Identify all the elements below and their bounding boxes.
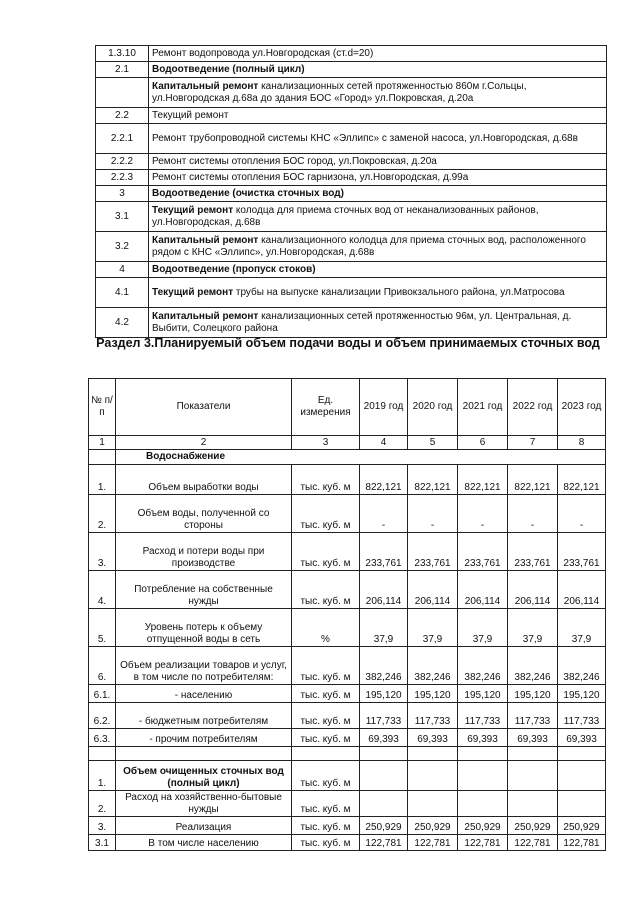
row-num: 5. bbox=[89, 609, 116, 647]
row-value bbox=[458, 791, 508, 817]
data-row bbox=[89, 835, 606, 851]
row-indicator: Потребление на собственные нужды bbox=[116, 571, 292, 609]
work-text: Текущий ремонт bbox=[152, 109, 229, 121]
row-value: - bbox=[360, 495, 408, 533]
work-description bbox=[149, 232, 607, 262]
row-value: 250,929 bbox=[360, 817, 408, 835]
row-value: 822,121 bbox=[458, 465, 508, 495]
header-indicator: Показатели bbox=[116, 379, 292, 436]
work-description bbox=[149, 108, 607, 124]
work-text: колодца для приема сточных вод от неканализованных районов, ул.Новгородская, д.68в bbox=[152, 204, 539, 228]
index-cell: 1 bbox=[89, 436, 116, 450]
row-value: 69,393 bbox=[408, 729, 458, 747]
row-unit: тыс. куб. м bbox=[292, 703, 360, 729]
row-value: 37,9 bbox=[408, 609, 458, 647]
row-num: 1. bbox=[89, 761, 116, 791]
index-cell: 2 bbox=[116, 436, 292, 450]
row-value: 206,114 bbox=[508, 571, 558, 609]
volume-table bbox=[88, 378, 606, 851]
row-value: 195,120 bbox=[360, 685, 408, 703]
work-description bbox=[149, 78, 607, 108]
row-unit: тыс. куб. м bbox=[292, 791, 360, 817]
header-unit: Ед. измерения bbox=[292, 379, 360, 436]
row-indicator: Объем реализации товаров и услуг, в том числе по потребителям: bbox=[116, 647, 292, 685]
row-value: 69,393 bbox=[508, 729, 558, 747]
data-row bbox=[89, 609, 606, 647]
work-description bbox=[149, 170, 607, 186]
work-row bbox=[96, 46, 607, 62]
row-indicator: В том числе населению bbox=[116, 835, 292, 851]
work-type: Капитальный ремонт bbox=[152, 310, 259, 322]
data-row bbox=[89, 495, 606, 533]
work-description bbox=[149, 202, 607, 232]
row-value: 37,9 bbox=[360, 609, 408, 647]
row-value: 233,761 bbox=[360, 533, 408, 571]
row-num: 1. bbox=[89, 465, 116, 495]
row-value bbox=[558, 761, 606, 791]
row-value: 382,246 bbox=[458, 647, 508, 685]
data-row bbox=[89, 817, 606, 835]
row-value: 233,761 bbox=[408, 533, 458, 571]
row-value: 69,393 bbox=[360, 729, 408, 747]
row-num: 3.1 bbox=[89, 835, 116, 851]
row-num: 6.3. bbox=[89, 729, 116, 747]
row-value: 382,246 bbox=[508, 647, 558, 685]
row-unit: тыс. куб. м bbox=[292, 533, 360, 571]
row-value: 195,120 bbox=[458, 685, 508, 703]
header-year: 2023 год bbox=[558, 379, 606, 436]
work-description bbox=[149, 154, 607, 170]
row-value bbox=[458, 761, 508, 791]
work-row bbox=[96, 186, 607, 202]
index-cell: 6 bbox=[458, 436, 508, 450]
row-num: 4. bbox=[89, 571, 116, 609]
row-num: 3. bbox=[89, 533, 116, 571]
row-unit: тыс. куб. м bbox=[292, 571, 360, 609]
row-value: 822,121 bbox=[408, 465, 458, 495]
row-unit: тыс. куб. м bbox=[292, 495, 360, 533]
row-value bbox=[558, 791, 606, 817]
row-value: 117,733 bbox=[360, 703, 408, 729]
work-row bbox=[96, 62, 607, 78]
row-value: 195,120 bbox=[408, 685, 458, 703]
index-cell: 3 bbox=[292, 436, 360, 450]
row-value bbox=[360, 761, 408, 791]
row-value: 117,733 bbox=[558, 703, 606, 729]
index-cell: 4 bbox=[360, 436, 408, 450]
row-indicator: Расход и потери воды при производстве bbox=[116, 533, 292, 571]
row-value bbox=[408, 761, 458, 791]
data-row bbox=[89, 761, 606, 791]
work-type: Водоотведение (полный цикл) bbox=[152, 63, 305, 75]
work-num: 3 bbox=[96, 186, 149, 202]
header-row bbox=[89, 379, 606, 436]
work-num: 2.1 bbox=[96, 62, 149, 78]
row-value: 233,761 bbox=[458, 533, 508, 571]
row-indicator: Реализация bbox=[116, 817, 292, 835]
water-supply-section-row bbox=[89, 450, 606, 465]
work-num: 2.2.3 bbox=[96, 170, 149, 186]
row-indicator: Расход на хозяйственно-бытовые нужды bbox=[116, 791, 292, 817]
work-row bbox=[96, 232, 607, 262]
row-value: 37,9 bbox=[508, 609, 558, 647]
row-value: 382,246 bbox=[360, 647, 408, 685]
work-description bbox=[149, 46, 607, 62]
row-value: 206,114 bbox=[408, 571, 458, 609]
row-indicator: - прочим потребителям bbox=[116, 729, 292, 747]
row-value: 195,120 bbox=[508, 685, 558, 703]
work-row bbox=[96, 278, 607, 308]
data-row bbox=[89, 571, 606, 609]
works-table bbox=[95, 45, 607, 338]
row-indicator: - бюджетным потребителям bbox=[116, 703, 292, 729]
row-value bbox=[508, 791, 558, 817]
header-year: 2021 год bbox=[458, 379, 508, 436]
row-value: 206,114 bbox=[360, 571, 408, 609]
row-indicator: Объем воды, полученной со стороны bbox=[116, 495, 292, 533]
row-value bbox=[508, 761, 558, 791]
row-value: 69,393 bbox=[458, 729, 508, 747]
row-value: - bbox=[558, 495, 606, 533]
row-num: 2. bbox=[89, 791, 116, 817]
work-num: 2.2.2 bbox=[96, 154, 149, 170]
row-num: 3. bbox=[89, 817, 116, 835]
work-text: канализационных сетей протяженностью 860м г.Сольцы, ул.Новгородская д.68а до здания БОС «Город» ул.Покровская, д.20а bbox=[152, 80, 527, 104]
row-value: 122,781 bbox=[458, 835, 508, 851]
work-description bbox=[149, 262, 607, 278]
work-text: Ремонт водопровода ул.Новгородская (ст.d=20) bbox=[152, 47, 374, 59]
work-type: Текущий ремонт bbox=[152, 286, 234, 298]
row-indicator: Уровень потерь к объему отпущенной воды в сеть bbox=[116, 609, 292, 647]
row-value: 117,733 bbox=[458, 703, 508, 729]
row-num: 2. bbox=[89, 495, 116, 533]
work-type: Капитальный ремонт bbox=[152, 234, 259, 246]
row-value: 250,929 bbox=[508, 817, 558, 835]
work-text: канализационных сетей протяженностью 96м, ул. Центральная, д. Выбити, Солецкого района bbox=[152, 310, 572, 334]
row-value: 822,121 bbox=[508, 465, 558, 495]
work-type: Капитальный ремонт bbox=[152, 80, 259, 92]
row-value: 117,733 bbox=[408, 703, 458, 729]
data-row bbox=[89, 703, 606, 729]
data-row bbox=[89, 685, 606, 703]
row-unit: тыс. куб. м bbox=[292, 647, 360, 685]
work-row bbox=[96, 124, 607, 154]
work-num: 4 bbox=[96, 262, 149, 278]
header-year: 2020 год bbox=[408, 379, 458, 436]
row-value bbox=[360, 791, 408, 817]
row-unit: % bbox=[292, 609, 360, 647]
row-unit: тыс. куб. м bbox=[292, 729, 360, 747]
row-num: 6. bbox=[89, 647, 116, 685]
work-row bbox=[96, 308, 607, 338]
work-description bbox=[149, 124, 607, 154]
work-text: Ремонт трубопроводной системы КНС «Эллипс» с заменой насоса, ул.Новгородская, д.68в bbox=[152, 132, 578, 144]
row-value: 69,393 bbox=[558, 729, 606, 747]
row-value: 37,9 bbox=[458, 609, 508, 647]
row-value: 382,246 bbox=[558, 647, 606, 685]
header-num: № п/п bbox=[89, 379, 116, 436]
data-row bbox=[89, 533, 606, 571]
work-row bbox=[96, 108, 607, 124]
index-cell: 7 bbox=[508, 436, 558, 450]
row-value: 206,114 bbox=[458, 571, 508, 609]
row-indicator: Объем выработки воды bbox=[116, 465, 292, 495]
work-num: 4.2 bbox=[96, 308, 149, 338]
data-row bbox=[89, 729, 606, 747]
work-num: 2.2 bbox=[96, 108, 149, 124]
row-value: - bbox=[508, 495, 558, 533]
row-value: 122,781 bbox=[408, 835, 458, 851]
index-cell: 8 bbox=[558, 436, 606, 450]
work-type: Водоотведение (пропуск стоков) bbox=[152, 263, 316, 275]
work-row bbox=[96, 262, 607, 278]
spacer-row bbox=[89, 747, 606, 761]
row-value: 822,121 bbox=[360, 465, 408, 495]
header-year: 2019 год bbox=[360, 379, 408, 436]
row-value: 250,929 bbox=[458, 817, 508, 835]
row-value: 250,929 bbox=[408, 817, 458, 835]
row-unit: тыс. куб. м bbox=[292, 685, 360, 703]
section-title: Раздел 3.Планируемый объем подачи воды и объем принимаемых сточных вод bbox=[96, 336, 600, 350]
work-num bbox=[96, 78, 149, 108]
data-row bbox=[89, 647, 606, 685]
work-text: Ремонт системы отопления БОС город, ул.Покровская, д.20а bbox=[152, 155, 437, 167]
row-value: 233,761 bbox=[508, 533, 558, 571]
work-text: Ремонт системы отопления БОС гарнизона, ул.Новгородская, д.99а bbox=[152, 171, 469, 183]
row-unit: тыс. куб. м bbox=[292, 835, 360, 851]
water-supply-title: Водоснабжение bbox=[116, 450, 606, 465]
row-unit: тыс. куб. м bbox=[292, 817, 360, 835]
row-value: 233,761 bbox=[558, 533, 606, 571]
row-value: 122,781 bbox=[360, 835, 408, 851]
work-num: 2.2.1 bbox=[96, 124, 149, 154]
data-row bbox=[89, 465, 606, 495]
row-value: - bbox=[408, 495, 458, 533]
row-unit: тыс. куб. м bbox=[292, 465, 360, 495]
work-num: 3.2 bbox=[96, 232, 149, 262]
work-row bbox=[96, 154, 607, 170]
work-description bbox=[149, 62, 607, 78]
work-row bbox=[96, 78, 607, 108]
work-description bbox=[149, 308, 607, 338]
row-value: 122,781 bbox=[558, 835, 606, 851]
row-value: 382,246 bbox=[408, 647, 458, 685]
row-value: 250,929 bbox=[558, 817, 606, 835]
work-description bbox=[149, 278, 607, 308]
row-value: - bbox=[458, 495, 508, 533]
index-cell: 5 bbox=[408, 436, 458, 450]
row-value bbox=[408, 791, 458, 817]
work-row bbox=[96, 202, 607, 232]
work-text: трубы на выпуске канализации Привокзального района, ул.Матросова bbox=[233, 286, 565, 298]
work-num: 3.1 bbox=[96, 202, 149, 232]
work-num: 1.3.10 bbox=[96, 46, 149, 62]
data-row bbox=[89, 791, 606, 817]
work-description bbox=[149, 186, 607, 202]
work-type: Водоотведение (очистка сточных вод) bbox=[152, 187, 344, 199]
row-indicator: - населению bbox=[116, 685, 292, 703]
work-type: Текущий ремонт bbox=[152, 204, 234, 216]
row-indicator: Объем очищенных сточных вод (полный цикл) bbox=[116, 761, 292, 791]
work-row bbox=[96, 170, 607, 186]
row-value: 37,9 bbox=[558, 609, 606, 647]
row-num: 6.2. bbox=[89, 703, 116, 729]
header-year: 2022 год bbox=[508, 379, 558, 436]
row-unit: тыс. куб. м bbox=[292, 761, 360, 791]
row-num: 6.1. bbox=[89, 685, 116, 703]
index-row bbox=[89, 436, 606, 450]
row-value: 822,121 bbox=[558, 465, 606, 495]
work-num: 4.1 bbox=[96, 278, 149, 308]
row-value: 122,781 bbox=[508, 835, 558, 851]
row-value: 117,733 bbox=[508, 703, 558, 729]
row-value: 206,114 bbox=[558, 571, 606, 609]
work-text: канализационного колодца для приема сточных вод, расположенного рядом с КНС «Эллипс», ул.Новгородская, д.68в bbox=[152, 234, 586, 258]
row-value: 195,120 bbox=[558, 685, 606, 703]
